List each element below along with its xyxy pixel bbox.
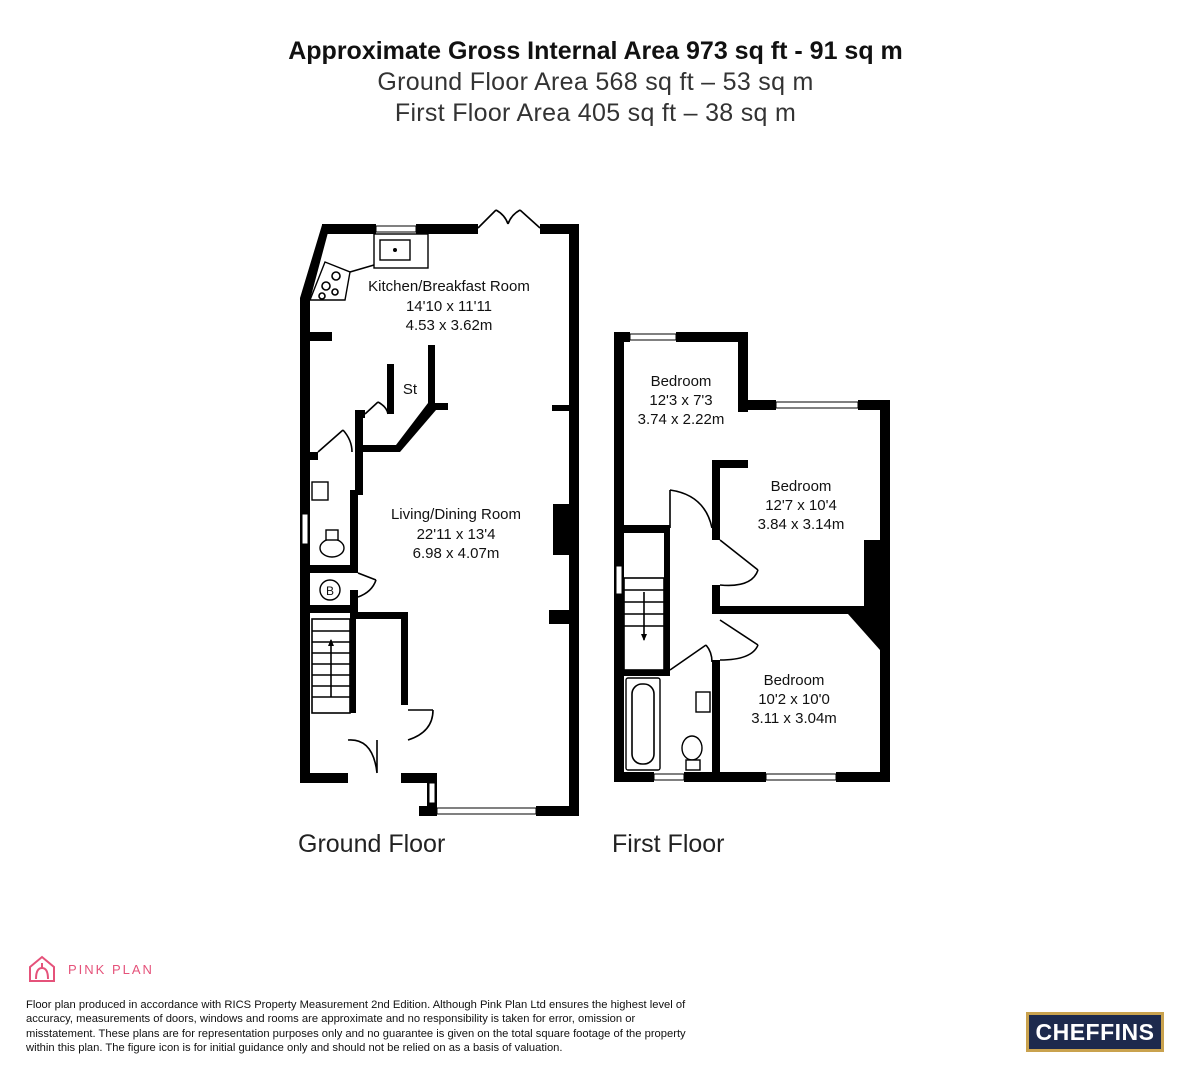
gf-wall-top-left xyxy=(322,224,376,234)
ground-floor-plan xyxy=(300,210,579,816)
gf-door-boiler xyxy=(358,573,376,597)
bed1-metric: 3.74 x 2.22m xyxy=(637,411,725,428)
bed1-imperial: 12'3 x 7'3 xyxy=(649,392,713,409)
gf-door-front xyxy=(348,740,377,773)
ff-wall-bed2-bottom xyxy=(712,606,880,614)
ff-wall-stair-right xyxy=(664,533,670,670)
gf-door-wc xyxy=(318,430,352,452)
kitchen-imperial: 14'10 x 11'11 xyxy=(405,298,493,315)
living-metric: 6.98 x 4.07m xyxy=(412,545,500,562)
bed2-metric: 3.84 x 3.14m xyxy=(757,516,845,533)
gf-wall-hall-top xyxy=(350,612,408,619)
gf-wc-cistern xyxy=(326,530,338,540)
gf-wall-stair-right xyxy=(350,612,356,713)
pink-plan-brand xyxy=(26,953,154,985)
gf-window-wc xyxy=(302,514,308,544)
first-floor-area: First Floor Area 405 sq ft – 38 sq m xyxy=(394,99,797,127)
cheffins-logo: CHEFFINS xyxy=(1026,1012,1164,1052)
gf-wall-store-left xyxy=(387,364,394,414)
ff-window-landing xyxy=(616,566,622,594)
first-floor-label: First Floor xyxy=(612,830,725,858)
gf-wc-toilet xyxy=(320,539,344,557)
ff-wall-bottom-a xyxy=(614,772,654,782)
gf-wall-outer-left xyxy=(300,225,330,783)
bed2-name: Bedroom xyxy=(770,478,832,495)
boiler-label: B xyxy=(325,584,335,598)
ff-wall-bed2-left-low xyxy=(712,585,720,613)
bed3-imperial: 10'2 x 10'0 xyxy=(758,691,830,708)
pink-plan-logo-icon xyxy=(26,953,58,985)
ground-floor-area: Ground Floor Area 568 sq ft – 53 sq m xyxy=(377,68,814,96)
ff-wall-bottom-c xyxy=(836,772,890,782)
gf-french-door xyxy=(478,210,540,228)
ff-chimney-bed2 xyxy=(864,540,880,606)
gf-window-bay-side xyxy=(429,783,435,803)
gf-chimney-upper xyxy=(553,504,569,555)
ff-chimney-bed3 xyxy=(848,614,880,650)
bed2-imperial: 12'7 x 10'4 xyxy=(765,497,837,514)
living-imperial: 22'11 x 13'4 xyxy=(416,526,496,543)
ff-door-bed3 xyxy=(720,620,758,660)
store-label: St xyxy=(402,381,418,398)
ff-wall-bed1-right xyxy=(712,460,720,540)
bed3-metric: 3.11 x 3.04m xyxy=(751,710,837,727)
ff-door-bed2 xyxy=(720,540,758,585)
disclaimer-text: Floor plan produced in accordance with RICS Property Measurement 2nd Edition. Although Pink Plan Ltd ensures the highest level of accuracy, measurements of doors, windows and rooms are approximate and no responsibility is taken for error, omission or misstatement. These plans are for representation purposes only and no guarantee is given on the total square footage of the property within this plan. The figure icon is for initial guidance only and should not be relied on as a basis of valuation. xyxy=(26,999,686,1055)
ff-wall-bath-top xyxy=(624,670,670,676)
ff-window-bed2 xyxy=(776,402,858,408)
gf-wall-wc-top xyxy=(310,452,318,460)
gf-door-store xyxy=(365,402,388,414)
gf-wall-top-mid xyxy=(416,224,478,234)
gf-wall-store-top xyxy=(428,345,435,405)
ff-wall-top-b xyxy=(676,332,748,342)
ff-window-bed3 xyxy=(766,774,836,780)
gf-wall-kitchen-stub-left xyxy=(310,332,332,341)
gf-wall-bottom-left xyxy=(300,773,348,783)
gf-staircase xyxy=(312,619,350,713)
kitchen-name: Kitchen/Breakfast Room xyxy=(368,278,530,295)
ff-window-bath xyxy=(654,774,684,780)
ff-wall-top-a xyxy=(614,332,630,342)
gf-wall-bottom-right xyxy=(536,806,579,816)
ff-staircase xyxy=(624,578,664,670)
ff-wall-bath-right xyxy=(712,660,720,772)
bed1-name: Bedroom xyxy=(650,373,712,390)
gf-wall-hall-div xyxy=(355,410,363,495)
gf-window-kitchen xyxy=(376,226,416,232)
gf-wall-wc-right xyxy=(350,490,358,573)
gf-wall-kitchen-stub-right xyxy=(552,405,569,411)
ff-bathroom-fittings xyxy=(626,678,710,770)
gf-wall-right xyxy=(569,224,579,816)
ff-door-bed1 xyxy=(670,490,712,528)
ff-wall-bed1-bottom-r xyxy=(712,460,748,468)
ff-wall-bottom-b xyxy=(684,772,766,782)
gf-wall-bottom-porch xyxy=(401,773,437,783)
kitchen-metric: 4.53 x 3.62m xyxy=(405,317,493,334)
pink-plan-name: PINK PLAN xyxy=(68,961,154,977)
ff-wall-top-c xyxy=(738,400,776,410)
gross-area-title: Approximate Gross Internal Area 973 sq ft - 91 sq m xyxy=(288,37,903,65)
gf-wall-store-diag xyxy=(355,403,436,452)
gf-door-living xyxy=(408,710,433,740)
ff-window-bed1 xyxy=(630,334,676,340)
ff-wall-right xyxy=(880,400,890,782)
living-name: Living/Dining Room xyxy=(390,506,522,523)
first-floor-plan xyxy=(614,332,890,782)
gf-wall-boiler-right xyxy=(350,590,358,613)
ground-floor-label: Ground Floor xyxy=(298,830,446,858)
gf-wall-hall-right xyxy=(401,612,408,705)
ff-wall-bed1-bottom xyxy=(624,525,670,533)
gf-chimney-lower xyxy=(549,610,569,624)
ff-door-bath xyxy=(670,645,712,670)
ff-wall-left xyxy=(614,332,624,782)
gf-window-front xyxy=(437,808,536,814)
bed3-name: Bedroom xyxy=(763,672,825,689)
gf-wc-basin xyxy=(312,482,328,500)
